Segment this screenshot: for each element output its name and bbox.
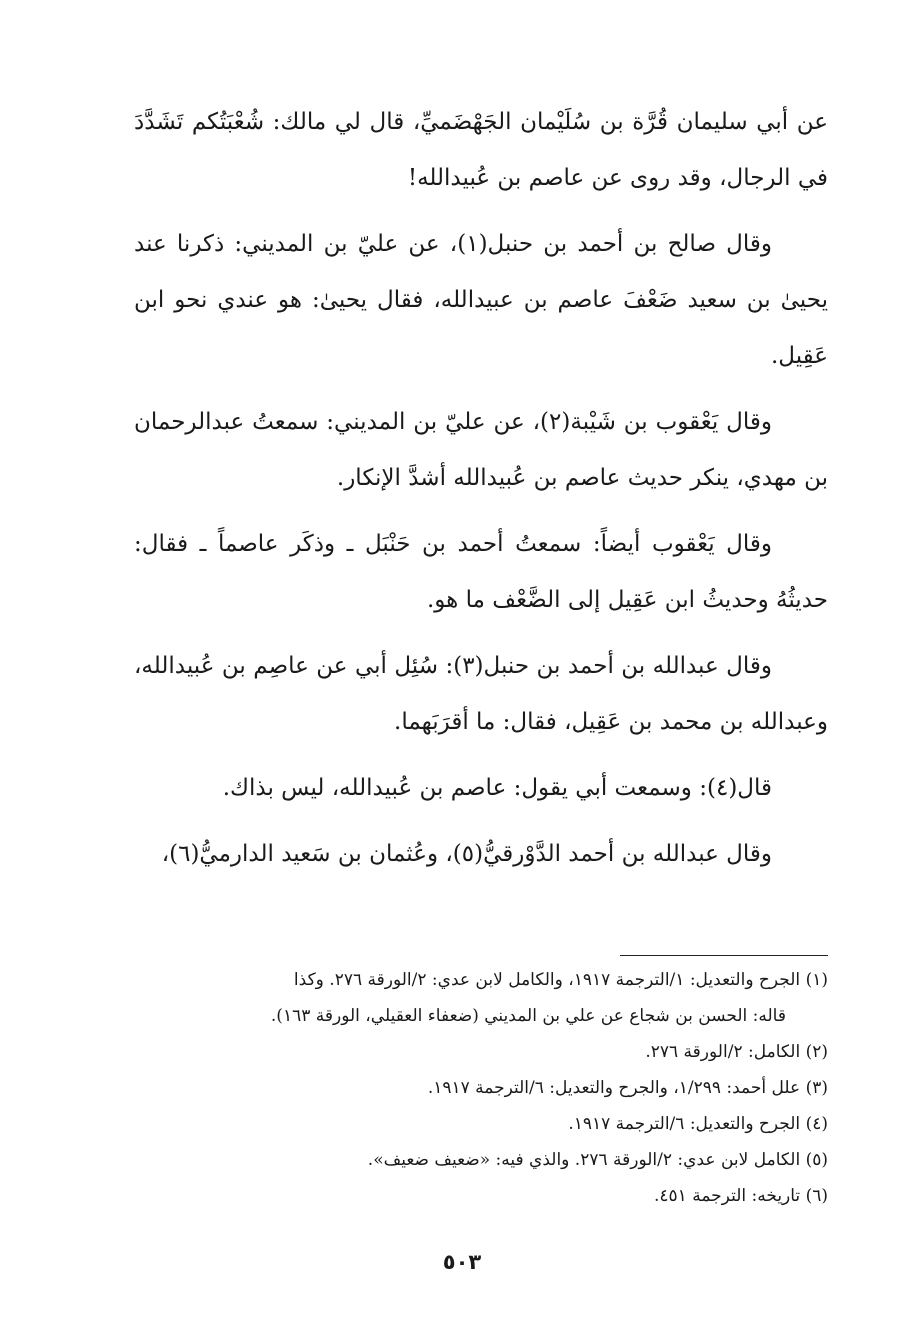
page-number: ٥٠٣ bbox=[442, 1250, 482, 1274]
paragraph-6: قال(٤): وسمعت أبي يقول: عاصم بن عُبيدالله، ليس بذاك. bbox=[222, 775, 772, 801]
footnote-6 bbox=[134, 1178, 828, 1214]
footnote-5 bbox=[134, 1142, 828, 1178]
footnote-text: الجرح والتعديل: ١/الترجمة ١٩١٧، والكامل لابن عدي: ٢/الورقة ٢٧٦. وكذا bbox=[293, 970, 801, 990]
footnote-2 bbox=[134, 1034, 828, 1070]
paragraph-4: وقال يَعْقوب أيضاً: سمعتُ أحمد بن حَنْبَل ـ وذكَر عاصماً ـ فقال: حديثُهُ وحديثُ ابن عَقِيل إلى الضَّعْف ما هو. bbox=[134, 531, 828, 613]
footnote-continuation: قاله: الحسن بن شجاع عن علي بن المديني (ضعفاء العقيلي، الورقة ١٦٣). bbox=[270, 1006, 786, 1026]
footnote-text: الكامل لابن عدي: ٢/الورقة ٢٧٦. والذي فيه: «ضعيف ضعيف». bbox=[367, 1150, 801, 1170]
footnote-number: (٤) bbox=[805, 1114, 828, 1134]
footnote-1 bbox=[134, 962, 828, 1034]
footnote-text: الجرح والتعديل: ٦/الترجمة ١٩١٧. bbox=[568, 1114, 801, 1134]
footnote-number: (٦) bbox=[805, 1186, 828, 1206]
paragraph-2: وقال صالح بن أحمد بن حنبل(١)، عن عليّ بن المديني: ذكرنا عند يحيىٰ بن سعيد ضَعْفَ عاصم بن عبيدالله، فقال يحيىٰ: هو عندي نحو ابن عَقِيل. bbox=[134, 231, 828, 369]
paragraph-1: عن أبي سليمان قُرَّة بن سُلَيْمان الجَهْضَميِّ، قال لي مالك: شُعْبَتُكم تَشَدَّدَ في الرجال، وقد روى عن عاصم بن عُبيدالله! bbox=[134, 109, 828, 191]
footnote-number: (٢) bbox=[805, 1042, 828, 1062]
footnote-text: علل أحمد: ١/٢٩٩، والجرح والتعديل: ٦/الترجمة ١٩١٧. bbox=[427, 1078, 801, 1098]
footnotes bbox=[134, 962, 828, 1214]
paragraph-7: وقال عبدالله بن أحمد الدَّوْرقيُّ(٥)، وعُثمان بن سَعيد الدارميُّ(٦)، bbox=[161, 841, 772, 867]
footnote-text: تاريخه: الترجمة ٤٥١. bbox=[654, 1186, 801, 1206]
footnote-3 bbox=[134, 1070, 828, 1106]
footnote-number: (١) bbox=[805, 970, 828, 990]
footnote-divider bbox=[620, 955, 828, 956]
footnote-text: الكامل: ٢/الورقة ٢٧٦. bbox=[645, 1042, 801, 1062]
footnote-4 bbox=[134, 1106, 828, 1142]
footnote-number: (٥) bbox=[805, 1150, 828, 1170]
paragraph-5: وقال عبدالله بن أحمد بن حنبل(٣): سُئِل أبي عن عاصِم بن عُبيدالله، وعبدالله بن محمد بن عَقِيل، فقال: ما أقرَبَهما. bbox=[134, 653, 828, 735]
main-text bbox=[134, 94, 828, 892]
footnote-number: (٣) bbox=[805, 1078, 828, 1098]
paragraph-3: وقال يَعْقوب بن شَيْبة(٢)، عن عليّ بن المديني: سمعتُ عبدالرحمان بن مهدي، ينكر حديث عاصم بن عُبيدالله أشدَّ الإنكار. bbox=[134, 409, 828, 491]
